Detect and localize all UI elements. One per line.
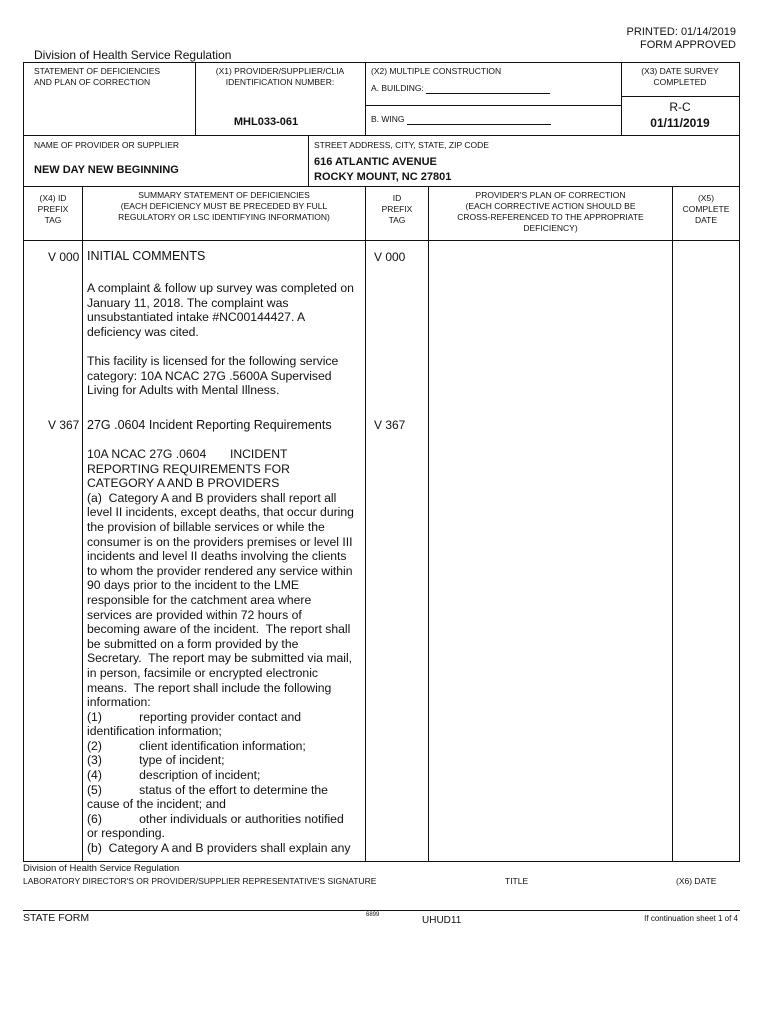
entry-paragraph: 10A NCAC 27G .0604 INCIDENT REPORTING REQUIREMENTS FOR CATEGORY A AND B PROVIDERS (a) Category A and B providers shall report all level II incidents, except deaths, that occur during the provision of billable services or while the consumer is on the providers premises or level III incidents and level II deaths involving the clients to whom the provider rendered any service within 90 days prior to the incident to the LME responsible for the catchment area where services are provided within 72 hours of becoming aware of the incident. The report shall be submitted on a form provided by the Secretary. The report may be submitted via mail, in person, facsimile or encrypted electronic means. The report shall include the following information: (1) reporting provider contact and identification information; (2) client identification information; (3) type of incident; (4) description of incident; (5) status of the effort to determine the cause of the incident; and (6) other individuals or authorities notified or responding. (b) Category A and B providers shall explain any xyxy=(87,447,354,856)
division-title: Division of Health Service Regulation xyxy=(34,48,232,62)
footer-division: Division of Health Service Regulation xyxy=(23,863,180,874)
x5-column-header: (X5) COMPLETE DATE xyxy=(682,193,730,225)
statement-label: STATEMENT OF DEFICIENCIES AND PLAN OF CORRECTION xyxy=(34,66,161,87)
x2-label: (X2) MULTIPLE CONSTRUCTION xyxy=(371,66,502,76)
state-form-label: STATE FORM xyxy=(23,912,90,924)
city-state-zip: ROCKY MOUNT, NC 27801 xyxy=(314,171,452,183)
event-id: UHUD11 xyxy=(422,915,462,926)
provider-name-label: NAME OF PROVIDER OR SUPPLIER xyxy=(34,140,179,150)
wing-blank xyxy=(407,116,551,125)
building-field xyxy=(371,83,550,94)
building-label: A. BUILDING: xyxy=(371,83,424,93)
entry-title: 27G .0604 Incident Reporting Requirements xyxy=(87,418,332,432)
address-label: STREET ADDRESS, CITY, STATE, ZIP CODE xyxy=(314,140,489,150)
form-approved: FORM APPROVED xyxy=(640,39,736,51)
x6-date-label: (X6) DATE xyxy=(676,876,717,886)
survey-date: 01/11/2019 xyxy=(650,116,710,130)
survey-code: R-C xyxy=(669,100,691,114)
continuation-sheet: If continuation sheet 1 of 4 xyxy=(644,914,738,923)
entry-paragraph: A complaint & follow up survey was completed on January 11, 2018. The complaint was unsubstantiated intake #NC00144427. A deficiency was cited. xyxy=(87,281,354,339)
entry-tag: V 000 xyxy=(48,250,80,264)
wing-field xyxy=(371,114,551,125)
x4-column-header: (X4) ID PREFIX TAG xyxy=(37,193,69,225)
provider-id-number: MHL033-061 xyxy=(233,116,299,128)
id-column-header: ID PREFIX TAG xyxy=(381,193,413,225)
wing-label: B. WING xyxy=(371,114,405,124)
entry-title: INITIAL COMMENTS xyxy=(87,249,206,263)
summary-column-header: SUMMARY STATEMENT OF DEFICIENCIES (EACH DEFICIENCY MUST BE PRECEDED BY FULL REGULATORY OR LSC IDENTIFYING INFORMATION) xyxy=(118,190,330,222)
form-number: 6899 xyxy=(366,912,380,918)
printed-date: PRINTED: 01/14/2019 xyxy=(626,26,736,38)
building-blank xyxy=(426,85,550,94)
provider-name: NEW DAY NEW BEGINNING xyxy=(34,164,179,176)
title-label: TITLE xyxy=(505,876,529,886)
entry-paragraph: This facility is licensed for the following service category: 10A NCAC 27G .5600A Supervised Living for Adults with Mental Illness. xyxy=(87,354,339,398)
entry-id-tag: V 000 xyxy=(374,250,406,264)
x1-label: (X1) PROVIDER/SUPPLIER/CLIA IDENTIFICATION NUMBER: xyxy=(215,66,345,87)
signature-label: LABORATORY DIRECTOR'S OR PROVIDER/SUPPLIER REPRESENTATIVE'S SIGNATURE xyxy=(23,876,377,886)
street-address: 616 ATLANTIC AVENUE xyxy=(314,156,437,168)
footer-rule xyxy=(23,910,740,911)
x3-label: (X3) DATE SURVEY COMPLETED xyxy=(641,66,719,87)
plan-column-header: PROVIDER'S PLAN OF CORRECTION (EACH CORRECTIVE ACTION SHOULD BE CROSS-REFERENCED TO THE APPROPRIATE DEFICIENCY) xyxy=(457,190,644,233)
entry-tag: V 367 xyxy=(48,418,80,432)
entry-id-tag: V 367 xyxy=(374,418,406,432)
